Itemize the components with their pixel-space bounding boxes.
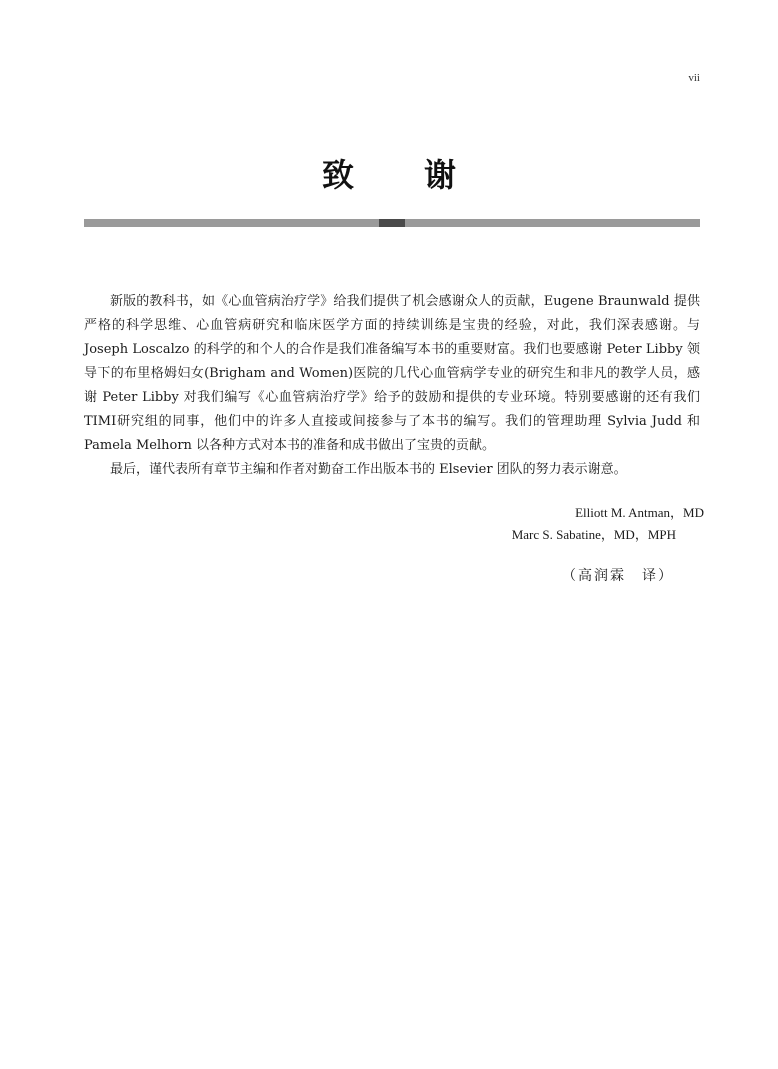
divider-left-segment — [84, 219, 379, 227]
divider-right-segment — [405, 219, 700, 227]
translator-credit: （高润霖 译） — [562, 568, 674, 584]
body-paragraph: 最后，谨代表所有章节主编和作者对勤奋工作出版本书的 Elsevier 团队的努力表示谢意。 — [110, 462, 627, 477]
body-paragraph: 新版的教科书，如《心血管病治疗学》给我们提供了机会感谢众人的贡献，Eugene Braunwald 提供严格的科学思维、心血管病研究和临床医学方面的持续训练是宝贵的经验，对此，我们深表感谢。与 Joseph Loscalzo 的科学的和个人的合作是我们准备编写本书的重要财富。我们也要感谢 Peter Libby 领导下的布里格姆妇女(Brigham and Women)医院的几代心血管病学专业的研究生和非凡的教学人员，感谢 Peter Libby 对我们编写《心血管病治疗学》给予的鼓励和提供的专业环境。特别要感谢的还有我们TIMI研究组的同事，他们中的许多人直接或间接参与了本书的编写。我们的管理助理 Sylvia Judd 和 Pamela Melhorn 以各种方式对本书的准备和成书做出了宝贵的贡献。 — [84, 294, 700, 453]
acknowledgement-body — [84, 290, 700, 482]
page-number: vii — [688, 72, 700, 84]
title-divider — [84, 219, 700, 227]
divider-center-segment — [379, 219, 405, 227]
signature-line: Marc S. Sabatine，MD，MPH — [511, 527, 676, 542]
signature-block — [511, 502, 704, 546]
signature-line: Elliott M. Antman，MD — [575, 505, 704, 520]
page-title: 致谢 — [321, 156, 526, 194]
